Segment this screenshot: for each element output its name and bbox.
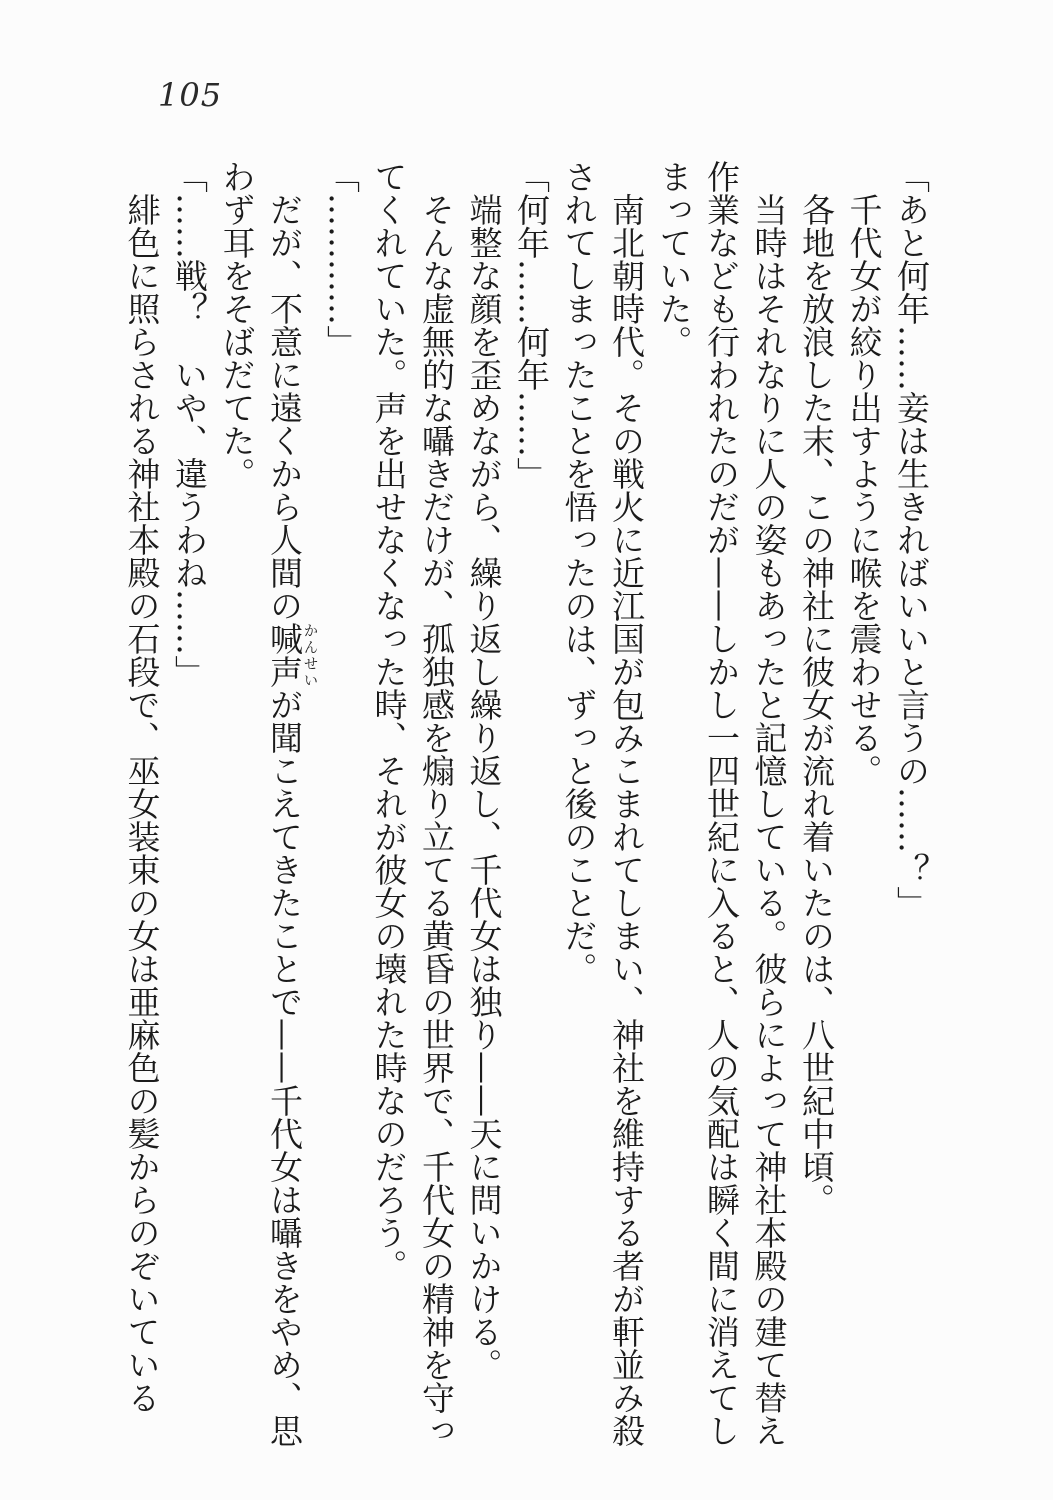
narration-paragraph: だが、不意に遠くから人間の喊声かんせいが聞こえてきたことで——千代女は囁きをやめ、思わず耳をそばだてた。	[217, 160, 318, 1447]
narration-paragraph: 千代女が絞り出すように喉を震わせる。	[844, 193, 884, 787]
narration-paragraph: 南北朝時代。その戦火に近江国が包みこまれてしまい、神社を維持する者が軒並み殺されてしまったことを悟ったのは、ずっと後のことだ。	[559, 160, 646, 1447]
narration-paragraph: 緋色に照らされる神社本殿の石段で、巫女装束の女は亜麻色の髪からのぞいている	[122, 193, 162, 1414]
narration-paragraph: 当時はそれなりに人の姿もあったと記憶している。彼らによって神社本殿の建て替え作業なども行われたのだが——しかし一四世紀に入ると、人の気配は瞬く間に消えてしまっていた。	[654, 160, 789, 1447]
dialogue-paragraph: 「あと何年……妾は生きればいいと言うの……？」	[892, 160, 931, 919]
narration-paragraph: そんな虚無的な囁きだけが、孤独感を煽り立てる黄昏の世界で、千代女の精神を守ってくれていた。声を出せなくなった時、それが彼女の壊れた時なのだろう。	[369, 160, 456, 1447]
page-number: 105	[158, 76, 223, 114]
furigana-ruby: 喊声かんせい	[265, 622, 318, 688]
dialogue-paragraph: 「何年……何年……」	[512, 160, 551, 490]
narration-paragraph: 各地を放浪した末、この神社に彼女が流れ着いたのは、八世紀中頃。	[797, 193, 836, 1216]
dialogue-paragraph: 「……戦？ いや、違うわね……」	[170, 160, 209, 688]
vertical-text-block	[118, 160, 935, 1452]
narration-paragraph: 端整な顔を歪めながら、繰り返し繰り返し、千代女は独り——天に問いかける。	[464, 193, 504, 1381]
dialogue-paragraph: 「…………」	[322, 160, 361, 358]
